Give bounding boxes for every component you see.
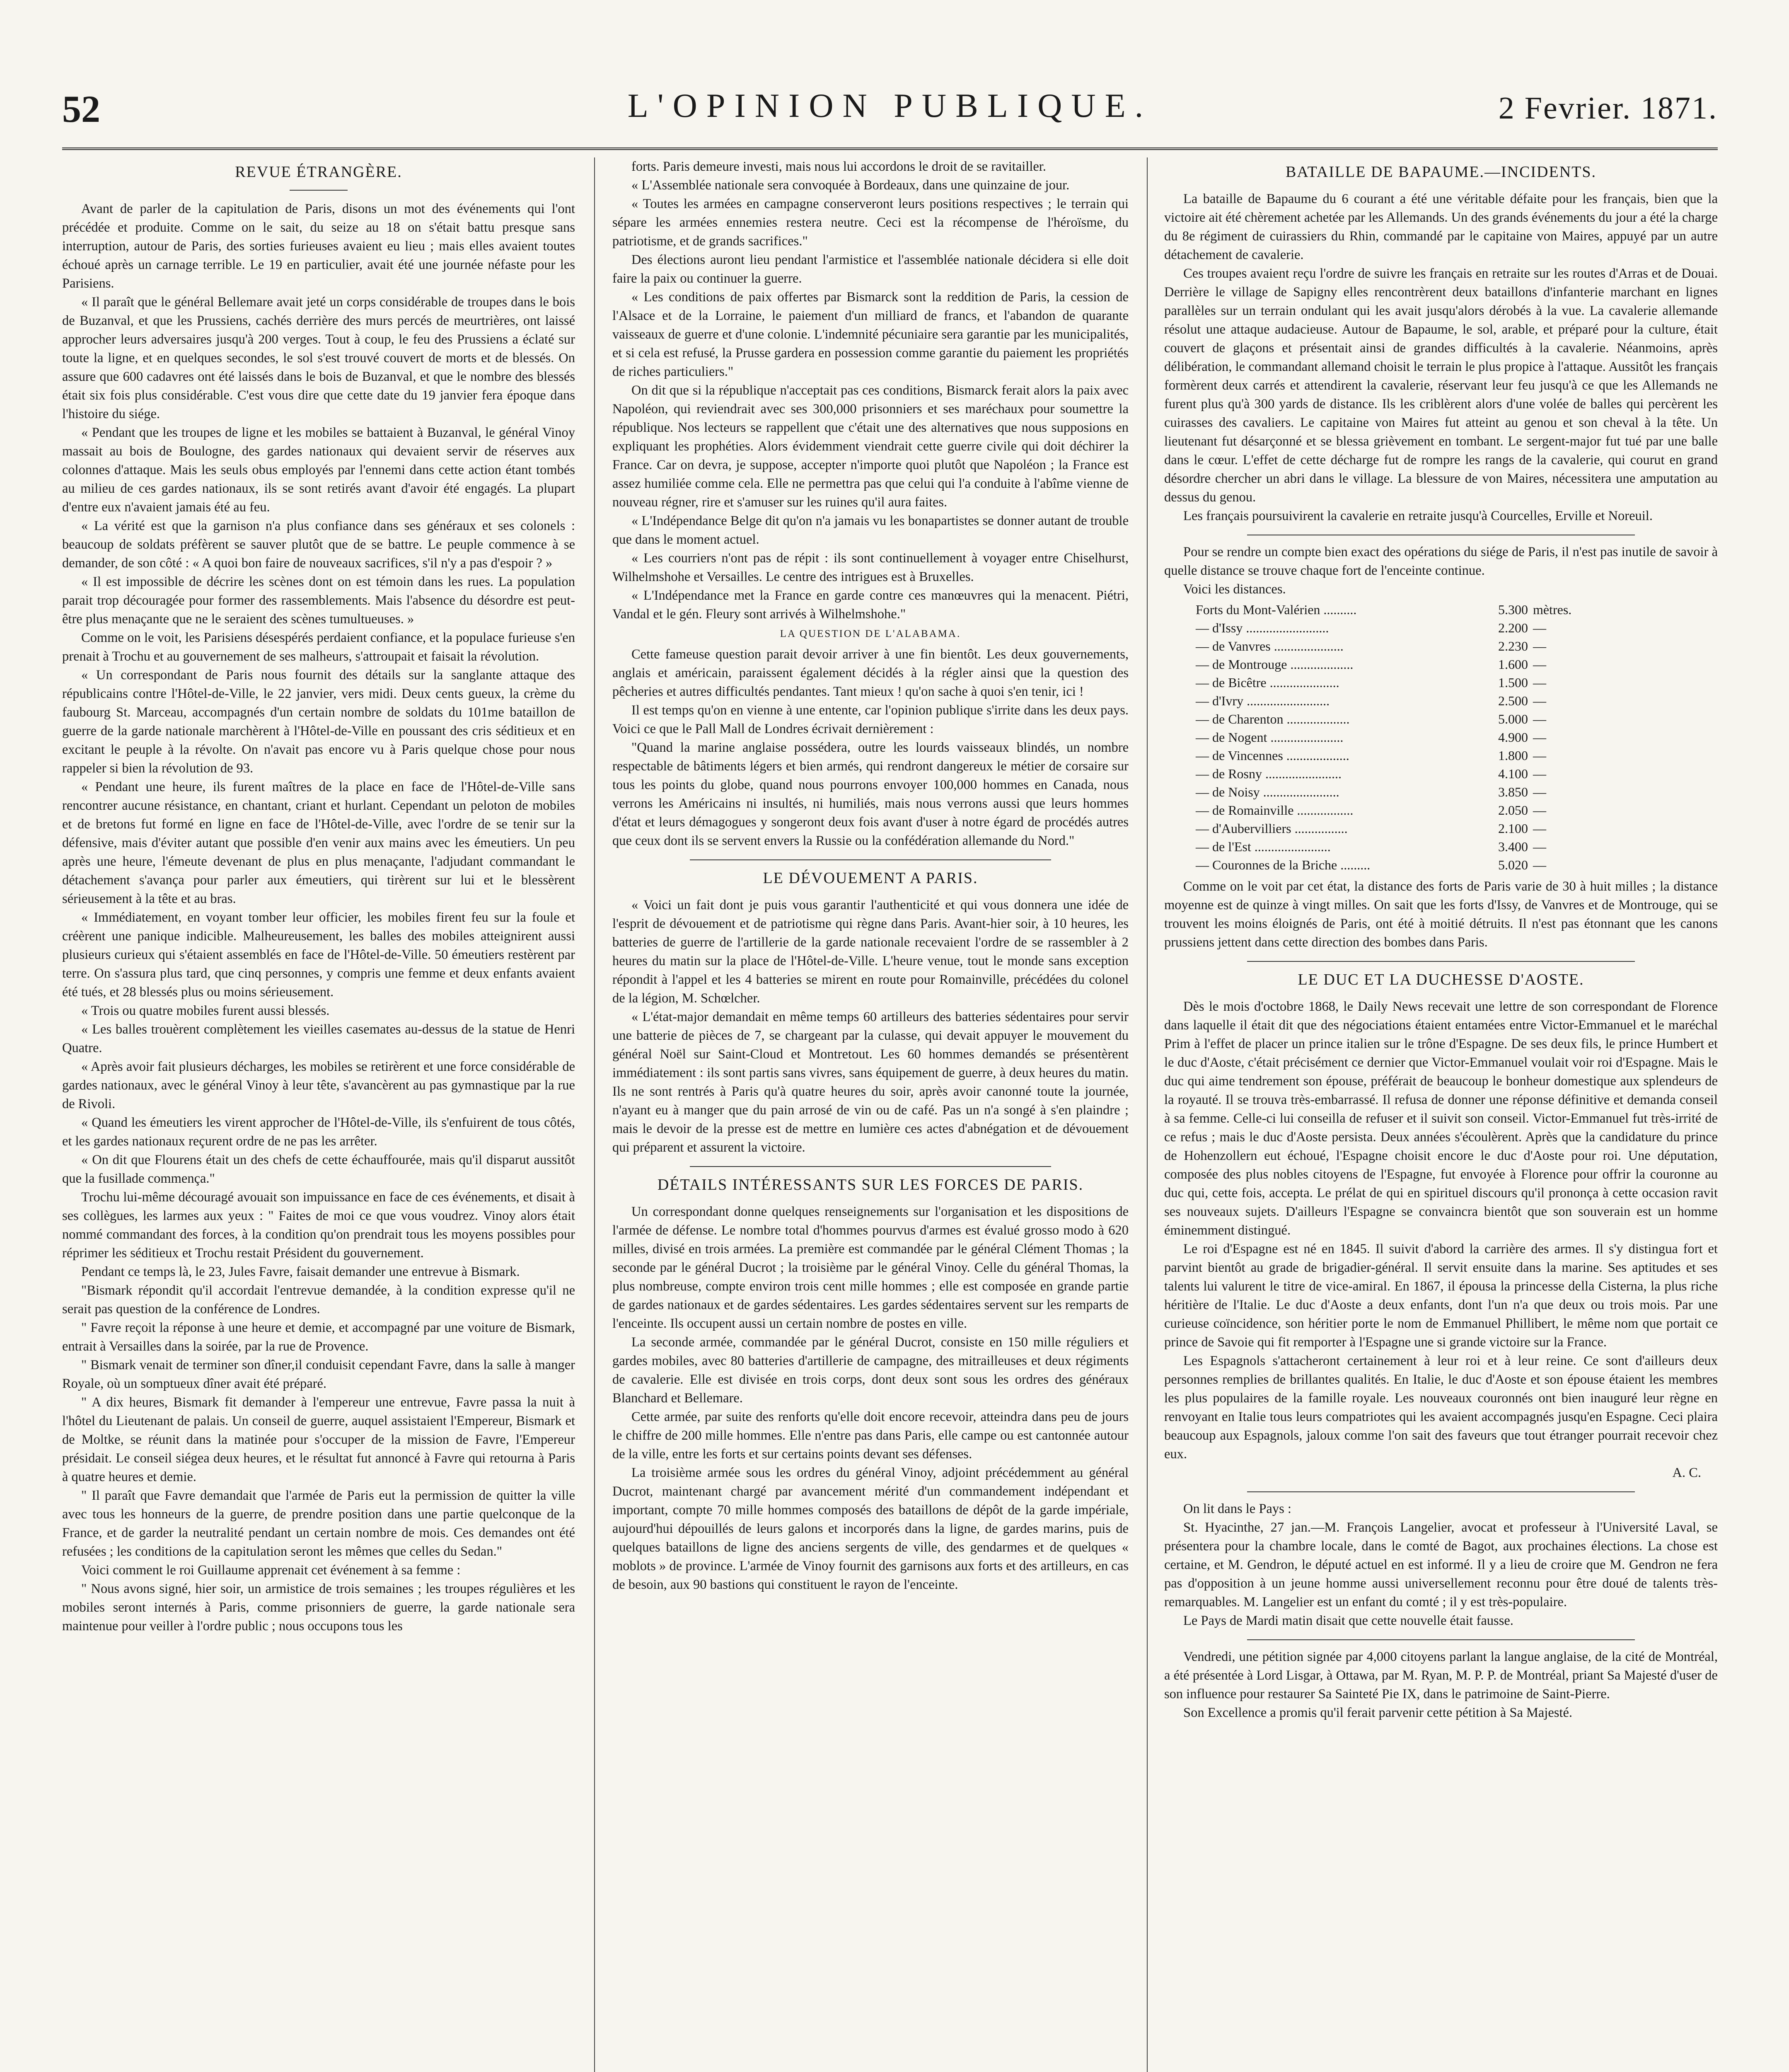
fort-name: — de Vincennes ...................	[1196, 748, 1349, 763]
fort-row	[1193, 619, 1585, 637]
paragraph: " Favre reçoit la réponse à une heure et demie, et accompagné par une voiture de Bismark, entrait à Versailles dans la soirée, par la rue de Provence.	[62, 1320, 575, 1354]
paragraph: « Il paraît que le général Bellemare avait jeté un corps considérable de troupes dans le bois de Buzanval, et que les Prussiens, cachés derrière des murs percés de meurtrières, ont laissé approcher leurs adversaires jusqu'à 200 verges. Tout à coup, le feu des Prussiens a éclaté sur toute la ligne, et en quelques secondes, le sol s'est trouvé couvert de morts et de blessés. On assure que 600 cadavres ont été laissés dans le bois de Buzanval, et que le nombre des blessés était six fois plus considérable. C'est vous dire que cette date du 19 janvier fera époque dans l'histoire du siége.	[62, 295, 575, 421]
article-devouement	[612, 896, 1129, 1157]
paragraph: « Un correspondant de Paris nous fournit des détails sur la sanglante attaque des républicains contre l'Hôtel-de-Ville, le 22 janvier, vers midi. Deux cents gueux, la crème du faubourg St. Marceau, accompagnés d'un certain nombre de soldats du 101me bataillon de guerre de la garde nationale marchèrent à l'Hôtel-de-Ville en poussant des cris séditieux et en excitant le peuple à la révolte. On n'avait pas encore vu à Paris quelque chose pour nous rappeler si bien la révolution de 93.	[62, 668, 575, 776]
forts-distance-table	[1193, 600, 1585, 874]
fort-distance: 3.400	[1498, 839, 1528, 854]
divider	[1247, 1491, 1634, 1492]
paragraph: La bataille de Bapaume du 6 courant a été une véritable défaite pour les français, bien que la victoire ait été chèrement achetée par les Allemands. Un des grands événements du jour a été la charge du 8e régiment de cuirassiers du Rhin, commandé par le capitaine von Maires, appuyé par un autre détachement de cavalerie.	[1164, 191, 1718, 262]
fort-distance: 2.050	[1498, 803, 1528, 818]
paragraph: « Pendant que les troupes de ligne et les mobiles se battaient à Buzanval, le général Vinoy massait au bois de Boulogne, des gardes nationaux qui devaient servir de réserves aux colonnes d'attaque. Mais les seuls obus employés par l'ennemi dans cette action étant tombés au milieu de ces gardes nationaux, ils se sont retirés avant d'avoir été engagés. La plupart d'entre eux n'avaient jamais été au feu.	[62, 425, 575, 515]
paragraph: Voici comment le roi Guillaume apprenait cet événement à sa femme :	[81, 1563, 461, 1578]
fort-unit: —	[1533, 748, 1546, 763]
section-heading-bapaume: BATAILLE DE BAPAUME.—INCIDENTS.	[1286, 163, 1596, 181]
column-3	[1164, 157, 1718, 2072]
divider	[690, 1166, 1051, 1167]
divider	[290, 190, 348, 191]
fort-unit: —	[1533, 857, 1546, 872]
paragraph: « L'Assemblée nationale sera convoquée à Bordeaux, dans une quinzaine de jour.	[631, 178, 1070, 193]
paragraph: " A dix heures, Bismark fit demander à l'empereur une entrevue, Favre passa la nuit à l'hôtel du Lieutenant de palais. Un conseil de guerre, auquel assistaient l'Empereur, Bismark et de Moltke, se réunit dans la matinée pour s'occuper de la mission de Favre, l'Empereur présidait. Le conseil siégea deux heures, et le résultat fut annoncé à Favre qui retourna à Paris à quatre heures et demie.	[62, 1395, 575, 1484]
article-petition	[1164, 1648, 1718, 1722]
paragraph: St. Hyacinthe, 27 jan.—M. François Langelier, avocat et professeur à l'Université Laval, se présentera pour la chambre locale, dans le comté de Bagot, aux prochaines élections. La chose est certaine, et M. Gendron, le député actuel en est informé. Il y a lieu de croire que M. Gendron ne fera pas d'opposition à un jeune homme aussi universellement reconnu pour être doué de talents très-remarquables. M. Langelier est un enfant du comté ; il y est très-populaire.	[1164, 1520, 1718, 1610]
fort-name: — de Montrouge ...................	[1196, 657, 1354, 672]
fort-distance: 5.300	[1498, 602, 1528, 617]
paragraph: forts. Paris demeure investi, mais nous lui accordons le droit de se ravitailler.	[631, 159, 1046, 174]
fort-row	[1193, 692, 1585, 710]
fort-row	[1193, 637, 1585, 655]
paragraph: « Pendant une heure, ils furent maîtres de la place en face de l'Hôtel-de-Ville sans rencontrer aucune résistance, en chantant, criant et hurlant. Cependant un peloton de mobiles et de bretons fut formé en ligne en face de l'Hôtel-de-Ville, avec l'ordre de se tenir sur la défensive, mais d'éviter autant que possible d'en venir aux mains avec les émeutiers. Un peu après une heure, l'émeute devenant de plus en plus menaçante, l'adjudant commandant le détachement s'avança pour parler aux émeutiers, qui tirèrent sur lui et le blessèrent sérieusement à la tête et au bras.	[62, 779, 575, 906]
fort-name: — de Noisy .......................	[1196, 784, 1339, 799]
fort-row	[1193, 655, 1585, 673]
column-1	[62, 157, 575, 2072]
paragraph: « Voici un fait dont je puis vous garantir l'authenticité et qui vous donnera une idée de l'esprit de dévouement et de patriotisme qui règne dans Paris. Avant-hier soir, à 10 heures, les batteries de guerre de l'artillerie de la garde nationale recevaient l'ordre de se rassembler à 2 heures du matin sur la place de l'Hôtel-de-Ville. L'heure venue, tout le monde sans exception répondit à l'appel et les 4 batteries se mirent en route pour Romainville, précédées du colonel de la légion, M. Schœlcher.	[612, 898, 1129, 1006]
paragraph: « La vérité est que la garnison n'a plus confiance dans ses généraux et ses colonels : beaucoup de soldats préfèrent se sauver plutôt que de se battre. Le peuple commence à se demander, de son côté : « A quoi bon faire de nouveaux sacrifices, s'il n'y a pas d'espoir ? »	[62, 518, 575, 571]
paragraph: La troisième armée sous les ordres du général Vinoy, adjoint précédemment au général Ducrot, maintenant chargé par avancement mérité d'un commandement indépendant et important, compte 70 mille hommes composés des bataillons de dépôt de la garde impériale, aujourd'hui dépouillés de leurs galons et incorporés dans la ligne, de gardes marins, puis de quelques bataillons de ligne des anciens sergents de ville, des gendarmes et de quelques « moblots » de province. L'armée de Vinoy fournit des garnisons aux forts et des artilleurs, en cas de besoin, aux 90 bastions qui constituent le rayon de l'enceinte.	[612, 1465, 1129, 1592]
fort-distance: 5.000	[1498, 712, 1528, 726]
fort-row	[1193, 783, 1585, 801]
paragraph: La seconde armée, commandée par le général Ducrot, consiste en 150 mille réguliers et gardes mobiles, avec 80 batteries d'artillerie de campagne, des mitrailleuses et deux régiments de cavalerie. Elle est divisée en trois corps, dont deux sont sous les ordres des généraux Blanchard et Bellemare.	[612, 1335, 1129, 1406]
column-2	[612, 157, 1129, 2072]
paragraph: « L'Indépendance met la France en garde contre ces manœuvres qui la menacent. Piétri, Vandal et le gén. Fleury sont arrivés à Wilhelmshohe."	[612, 588, 1129, 622]
paragraph: Voici les distances.	[1183, 582, 1286, 597]
article-revue-etrangere	[62, 200, 575, 1636]
fort-distance: 2.200	[1498, 620, 1528, 635]
masthead	[62, 83, 1718, 145]
fort-row	[1193, 819, 1585, 838]
paragraph: « Trois ou quatre mobiles furent aussi blessés.	[81, 1003, 330, 1018]
section-heading-devouement: LE DÉVOUEMENT A PARIS.	[763, 869, 978, 887]
paragraph: Pendant ce temps là, le 23, Jules Favre, faisait demander une entrevue à Bismark.	[81, 1264, 520, 1279]
paragraph: "Bismark répondit qu'il accordait l'entrevue demandée, à la condition expresse qu'il ne serait pas question de la conférence de Londres.	[62, 1283, 575, 1317]
fort-row	[1193, 765, 1585, 783]
section-heading-forces: DÉTAILS INTÉRESSANTS SUR LES FORCES DE PARIS.	[657, 1176, 1084, 1193]
paragraph: « Il est impossible de décrire les scènes dont on est témoin dans les rues. La population parait trop découragée pour former des rassemblements. Mais l'absence du désordre est peut-être plus menaçante que ne le seraient des scènes tumultueuses. »	[62, 574, 575, 627]
paragraph: « Les balles trouèrent complètement les vieilles casemates au-dessus de la statue de Henri Quatre.	[62, 1022, 575, 1055]
column-rule	[1147, 157, 1148, 2072]
paragraph: On dit que si la république n'acceptait pas ces conditions, Bismarck ferait alors la paix avec Napoléon, qui reviendrait avec ses 300,000 prisonniers et ses maréchaux pour soumettre la république. Nos lecteurs se rappellent que c'était une des alternatives que nous supposions en expliquant les prophéties. Alors évidemment viendrait cette guerre civile qui doit déchirer la France. Car on devra, je suppose, accepter n'importe quoi plutôt que Napoléon ; la France est assez humiliée comme cela. Elle ne permettra pas que celui qui l'a conduite à l'abîme vienne de nouveau régner, rire et s'amuser sur les ruines qu'il aura faites.	[612, 383, 1129, 510]
fort-name: — de Nogent ......................	[1196, 730, 1344, 745]
fort-row	[1193, 728, 1585, 746]
fort-distance: 3.850	[1498, 784, 1528, 799]
divider	[1247, 961, 1634, 962]
paragraph: « Immédiatement, en voyant tomber leur officier, les mobiles firent feu sur la foule et créèrent une panique indicible. Malheureusement, les balles des mobiles atteignirent aussi plusieurs curieux qui s'étaient assemblés en face de l'Hôtel-de-Ville. 50 émeutiers restèrent par terre. On s'assura plus tard, que cinq personnes, y compris une femme et deux enfants avaient été tués, et 28 blessés plus ou moins sérieusement.	[62, 910, 575, 1000]
fort-name: — de l'Est .......................	[1196, 839, 1331, 854]
paragraph: " Il paraît que Favre demandait que l'armée de Paris eut la permission de quitter la ville avec tous les honneurs de la guerre, de prendre position dans une partie quelconque de la France, et de garder la neutralité pendant un certain nombre de mois. Ces demandes ont été refusées ; les conditions de la capitulation seront les mêmes que celles du Sedan."	[62, 1488, 575, 1559]
paragraph: « Les conditions de paix offertes par Bismarck sont la reddition de Paris, la cession de l'Alsace et de la Lorraine, le paiement d'un milliard de francs, et l'abandon de quarante vaisseaux de guerre et d'une colonie. L'indemnité pécuniaire sera garantie par les municipalités, et si cela est refusé, la Prusse gardera en possession comme garantie du paiement les propriétés de riches particuliers."	[612, 290, 1129, 379]
article-bapaume	[1164, 190, 1718, 525]
fort-distance: 2.100	[1498, 821, 1528, 836]
subheading-alabama: LA QUESTION DE L'ALABAMA.	[780, 628, 961, 639]
page-number: 52	[62, 88, 100, 130]
fort-distance: 4.100	[1498, 766, 1528, 781]
fort-distance: 5.020	[1498, 857, 1528, 872]
fort-row	[1193, 600, 1585, 619]
fort-unit: —	[1533, 821, 1546, 836]
paragraph: Cette armée, par suite des renforts qu'elle doit encore recevoir, atteindra dans peu de jours le chiffre de 200 mille hommes. Elle n'entre pas dans Paris, elle campe ou est cantonnée autour de la ville, entre les forts et sur certains points devant ses défenses.	[612, 1409, 1129, 1462]
fort-name: — d'Issy .........................	[1196, 620, 1329, 635]
paragraph: « On dit que Flourens était un des chefs de cette échauffourée, mais qu'il disparut aussitôt que la fusillade commença."	[62, 1152, 575, 1186]
section-heading-revue-etrangere: REVUE ÉTRANGÈRE.	[235, 163, 402, 181]
paragraph: Avant de parler de la capitulation de Paris, disons un mot des événements qui l'ont précédée et produite. Comme on le sait, du seize au 18 on s'était battu presque sans interruption, autour de Paris, des sorties furieuses avaient eu lieu ; mais elles avaient toutes échoué après un carnage terrible. Le 19 en particulier, avait été une journée néfaste pour les Parisiens.	[62, 201, 575, 291]
fort-unit: —	[1533, 784, 1546, 799]
paragraph: Les français poursuivirent la cavalerie en retraite jusqu'à Courcelles, Erville et Noreuil.	[1183, 508, 1653, 523]
fort-unit: —	[1533, 766, 1546, 781]
column-rule	[594, 157, 595, 2072]
paragraph: « Les courriers n'ont pas de répit : ils sont continuellement à voyager entre Chiselhurst, Wilhelmshohe et Versailles. Le centre des intrigues est à Bruxelles.	[612, 551, 1129, 584]
fort-unit: —	[1533, 675, 1546, 690]
paragraph: Ces troupes avaient reçu l'ordre de suivre les français en retraite sur les routes d'Arras et de Douai. Derrière le village de Sapigny elles rencontrèrent deux bataillons d'infanterie marchant en lignes parallèles sur un terrain ondulant qui les avait jusqu'alors dérobés à la vue. La cavalerie allemande résolut une attaque audacieuse. Autour de Bapaume, le sol, arable, et préparé pour la culture, était couvert de glaçons et présentait ainsi de grandes difficultés à la cavalerie. Néanmoins, après délibération, le commandant allemand choisit le terrain le plus propice à l'attaque. Aussitôt les français formèrent deux carrés et attendirent la cavalerie, réservant leur feu jusqu'à ce que les Allemands ne furent plus qu'à 300 yards de distance. Ils les criblèrent alors d'une volée de balles qui percèrent les cuirasses des cavaliers. Le capitaine von Maires fut atteint au genou et son cheval à la tête. Un lieutenant fut désarçonné et se blessa grièvement en tombant. Le sergent-major fut tué par une balle dans le cœur. L'effet de cette décharge fut de rompre les rangs de la cavalerie, qui courut en grand désordre chercher un abri dans le village. La blessure de von Maires, nécessitera une amputation au dessus du genou.	[1164, 266, 1718, 505]
fort-name: — de Charenton ...................	[1196, 712, 1350, 726]
paragraph: « L'Indépendance Belge dit qu'on n'a jamais vu les bonapartistes se donner autant de trouble que dans le moment actuel.	[612, 513, 1129, 547]
paragraph: « Toutes les armées en campagne conserveront leurs positions respectives ; le terrain qui sépare les armées ennemies restera neutre. Ceci est la récompense de l'héroïsme, du patriotisme, et de grands sacrifices."	[612, 196, 1129, 249]
paragraph: Comme on le voit, les Parisiens désespérés perdaient confiance, et la populace furieuse s'en prenait à Trochu et au gouvernement de ses malheurs, s'attroupait et faisait la révolution.	[62, 630, 575, 664]
fort-unit: —	[1533, 730, 1546, 745]
fort-unit: —	[1533, 712, 1546, 726]
paragraph: " Bismark venait de terminer son dîner,il conduisit cependant Favre, dans la salle à manger Royale, où un somptueux dîner avait été préparé.	[62, 1358, 575, 1391]
fort-distance: 1.500	[1498, 675, 1528, 690]
paragraph: Son Excellence a promis qu'il ferait parvenir cette pétition à Sa Majesté.	[1183, 1705, 1572, 1720]
paragraph: " Nous avons signé, hier soir, un armistice de trois semaines ; les troupes régulières et les mobiles seront internés à Paris, comme prisonniers de guerre, la garde nationale sera maintenue pour veiller à l'ordre public ; nous occupons tous les	[62, 1581, 575, 1634]
fort-row	[1193, 746, 1585, 765]
fort-unit: —	[1533, 620, 1546, 635]
paragraph: Trochu lui-même découragé avouait son impuissance en face de ces événements, et disait à ses collègues, les larmes aux yeux : " Faites de moi ce que vous voudrez. Vinoy alors était nommé commandant des forces, à la condition qu'on prendrait tous les moyens possibles pour réprimer les séditieux et Trochu restait Président du gouvernement.	[62, 1190, 575, 1261]
paragraph: Cette fameuse question parait devoir arriver à une fin bientôt. Les deux gouvernements, anglais et américain, paraissent également décidés à la régler ainsi que la question des pêcheries et autres difficultés pendantes. Tant mieux ! qu'on sache à quoi s'en tenir, ici !	[612, 647, 1129, 699]
fort-unit: —	[1533, 693, 1546, 708]
fort-distance: 1.800	[1498, 748, 1528, 763]
article-alabama	[612, 645, 1129, 850]
divider	[690, 859, 1051, 860]
fort-distance: 2.230	[1498, 639, 1528, 654]
fort-unit: mètres.	[1533, 602, 1572, 617]
fort-name: — de Bicêtre .....................	[1196, 675, 1339, 690]
fort-row	[1193, 673, 1585, 692]
paragraph: Comme on le voit par cet état, la distance des forts de Paris varie de 30 à huit milles ; la distance moyenne est de quinze à vingt milles. On sait que les forts d'Issy, de Vanvres et de Montrouge, qui se trouvent les moins éloignés de Paris, ont été à moitié détruits. Il n'est pas étonnant que les canons prussiens jettent dans cette direction des bombes dans Paris.	[1164, 879, 1718, 950]
fort-unit: —	[1533, 657, 1546, 672]
fort-unit: —	[1533, 639, 1546, 654]
paragraph: Le roi d'Espagne est né en 1845. Il suivit d'abord la carrière des armes. Il s'y distingua fort et parvint bientôt au grade de brigadier-général. Il servit ensuite dans la marine. Ses aptitudes et ses talents lui valurent le titre de vice-amiral. En 1867, il épousa la princesse della Cisterna, la plus riche héritière de l'Italie. Le duc d'Aoste a deux enfants, dont l'un n'a que deux ou trois mois. Par une curieuse coïncidence, son héritier porte le nom de Emmanuel Phillibert, le même nom que portait ce prince de Savoie qui fit remporter à l'Espagne une si grande victoire sur la France.	[1164, 1242, 1718, 1350]
paragraph: On lit dans le Pays :	[1183, 1501, 1291, 1516]
fort-row	[1193, 710, 1585, 728]
newspaper-title: L'OPINION PUBLIQUE.	[627, 87, 1153, 124]
paragraph: Les Espagnols s'attacheront certainement à leur roi et à leur reine. Ce sont d'ailleurs deux personnes remplies de brillantes qualités. En Italie, le duc d'Aoste et son épouse étaient les membres les plus populaires de la famille royale. Les nouveaux couronnés ont bien inauguré leur règne en renvoyant en Italie tous leurs compatriotes qui les avaient accompagnés jusqu'en Espagne. Ceci plaira beaucoup aux Espagnols, jaloux comme l'on sait des faveurs que tout étranger pourrait recevoir chez eux.	[1164, 1353, 1718, 1462]
fort-row	[1193, 838, 1585, 856]
paragraph: Vendredi, une pétition signée par 4,000 citoyens parlant la langue anglaise, de la cité de Montréal, a été présentée à Lord Lisgar, à Ottawa, par M. Ryan, M. P. P. de Montréal, priant Sa Majesté d'user de son influence pour restaurer Sa Sainteté Pie IX, dans le patrimoine de Saint-Pierre.	[1164, 1649, 1718, 1702]
fort-unit: —	[1533, 839, 1546, 854]
article-continuation	[612, 157, 1129, 624]
fort-distance: 4.900	[1498, 730, 1528, 745]
issue-date: 2 Fevrier. 1871.	[1498, 91, 1718, 126]
article-forces	[612, 1203, 1129, 1594]
paragraph: Il est temps qu'on en vienne à une entente, car l'opinion publique s'irrite dans les deux pays. Voici ce que le Pall Mall de Londres écrivait dernièrement :	[612, 703, 1129, 736]
paragraph: Un correspondant donne quelques renseignements sur l'organisation et les dispositions de l'armée de défense. Le nombre total d'hommes pourvus d'armes est évalué grosso modo à 620 milles, divisé en trois armées. La première est commandée par le général Clément Thomas ; la seconde par le général Ducrot ; la troisième par le général Vinoy. Celle du général Thomas, la plus nombreuse, compte environ trois cent mille hommes ; elle est composée en grande partie de gardes nationaux et de gardes sédentaires. Les gardes sédentaires servent sur les remparts de l'enceinte. Ils occupent aussi un certain nombre de postes en ville.	[612, 1204, 1129, 1331]
fort-name: — de Romainville .................	[1196, 803, 1354, 818]
article-pays	[1164, 1500, 1718, 1630]
fort-name: — de Rosny .......................	[1196, 766, 1342, 781]
fort-name: — d'Ivry .........................	[1196, 693, 1330, 708]
article-aoste	[1164, 997, 1718, 1464]
article-forts-intro	[1164, 543, 1718, 599]
fort-row	[1193, 856, 1585, 874]
paragraph: « Après avoir fait plusieurs décharges, les mobiles se retirèrent et une force considérable de gardes nationaux, avec le général Vinoy à leur tête, s'avancèrent au pas gymnastique par la rue de Rivoli.	[62, 1059, 575, 1111]
paragraph: Pour se rendre un compte bien exact des opérations du siége de Paris, il n'est pas inutile de savoir à quelle distance se trouve chaque fort de l'enceinte continue.	[1164, 545, 1718, 578]
article-signature: A. C.	[1672, 1465, 1701, 1480]
fort-row	[1193, 801, 1585, 819]
paragraph: « Quand les émeutiers les virent approcher de l'Hôtel-de-Ville, ils s'enfuirent de tous côtés, et les gardes nationaux reçurent ordre de ne pas les arrêter.	[62, 1115, 575, 1149]
paragraph: Le Pays de Mardi matin disait que cette nouvelle était fausse.	[1183, 1613, 1513, 1628]
fort-name: — de Vanvres .....................	[1196, 639, 1344, 654]
fort-name: — Couronnes de la Briche .........	[1196, 857, 1371, 872]
divider	[1247, 1639, 1634, 1640]
fort-name: — d'Aubervilliers ................	[1196, 821, 1348, 836]
masthead-rule	[62, 148, 1718, 152]
fort-distance: 1.600	[1498, 657, 1528, 672]
section-heading-aoste: LE DUC ET LA DUCHESSE D'AOSTE.	[1298, 971, 1584, 988]
fort-distance: 2.500	[1498, 693, 1528, 708]
fort-unit: —	[1533, 803, 1546, 818]
paragraph: Dès le mois d'octobre 1868, le Daily News recevait une lettre de son correspondant de Florence dans laquelle il était dit que des négociations étaient entamées entre Victor-Emmanuel et le maréchal Prim à l'effet de placer un prince italien sur le trône d'Espagne. De ses deux fils, le prince Humbert et le duc d'Aoste, c'était précisément ce dernier que Victor-Emmanuel voulait voir roi d'Espagne. Mais le duc qui aime tendrement son épouse, préférait de beaucoup le bonheur domestique aux splendeurs de la royauté. Il se trouva très-embarrassé. Il refusa de donner une réponse définitive et demanda conseil à sa femme. Celle-ci lui conseilla de refuser et il suivit son conseil. Victor-Emmanuel fut très-irrité de ce refus ; mais le duc d'Aoste persista. Deux années s'écoulèrent. Après que la candidature du prince de Hohenzollern eut échoué, l'Espagne choisit encore le duc d'Aoste pour roi. Une députation, composée des plus nobles citoyens de l'Espagne, fut envoyée à Florence pour offrir la couronne au duc qui, cette fois, accepta. Le prélat de qui en spirituel discours qu'il prononça à cette occasion ravit ses nouveaux sujets. D'ailleurs l'Espagne se convaincra bientôt que son souverain est un homme éminemment distingué.	[1164, 999, 1718, 1238]
fort-name: Forts du Mont-Valérien ..........	[1196, 602, 1357, 617]
paragraph: « L'état-major demandait en même temps 60 artilleurs des batteries sédentaires pour servir une batterie de pièces de 7, se chargeant par la culasse, qui devait appuyer le mouvement du général Noël sur Saint-Cloud et Montretout. Les 60 hommes demandés se présentèrent immédiatement : ils sont partis sans vivres, sans équipement de guerre, à deux heures du matin. Ils ne sont rentrés à Paris qu'à quatre heures du soir, après avoir canonné toute la journée, n'ayant eu à manger que du pain arrosé de vin ou de café. Pas un n'a songé à s'en plaindre ; mais le devoir de la presse est de mettre en lumière ces actes d'abnégation et de dévouement qui préparent et assurent la victoire.	[612, 1009, 1129, 1155]
paragraph: Des élections auront lieu pendant l'armistice et l'assemblée nationale décidera si elle doit faire la paix ou continuer la guerre.	[612, 252, 1129, 286]
paragraph: "Quand la marine anglaise possédera, outre les lourds vaisseaux blindés, un nombre respectable de bâtiments légers et bien armés, qui rendront dangereux le métier de corsaire sur tous les points du globe, quand nous pourrons envoyer 100,000 hommes en Canada, nous verrons les Américains ni insultés, ni humiliés, mais nous verrons aussi que leurs hommes d'état et leurs démagogues y songeront deux fois avant d'user à notre égard de procédés autres que ceux dont ils se servent envers la Russie ou la confédération allemande du Nord."	[612, 740, 1129, 848]
article-forts-outro	[1164, 877, 1718, 952]
